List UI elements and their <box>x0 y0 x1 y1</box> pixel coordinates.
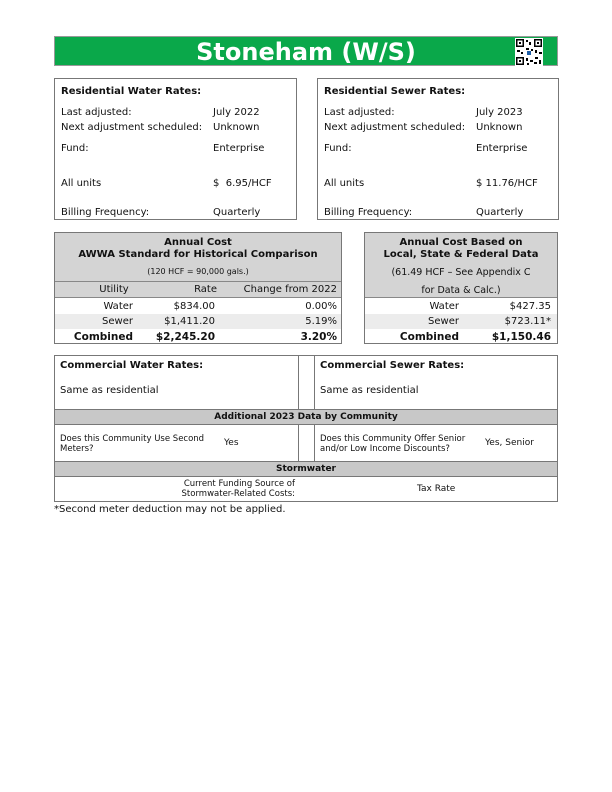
water-billing-label: Billing Frequency: <box>61 207 150 218</box>
second-meters-answer: Yes <box>224 438 239 448</box>
water-next: Unknown <box>213 122 260 133</box>
stormwater-answer: Tax Rate <box>417 484 456 494</box>
water-rates-heading: Residential Water Rates: <box>61 86 202 97</box>
annual-cost-subtitle: AWWA Standard for Historical Comparison <box>78 249 318 260</box>
row-change: 0.00% <box>305 301 337 312</box>
residential-sewer-rates <box>317 78 559 220</box>
sewer-next-label: Next adjustment scheduled: <box>324 122 466 133</box>
residential-water-rates <box>54 78 297 220</box>
title-banner <box>54 36 558 66</box>
row-utility: Water <box>429 301 459 312</box>
annual-cost-awwa-table <box>54 232 342 344</box>
annual-cost-header <box>55 233 341 282</box>
col-rate: Rate <box>194 284 217 295</box>
sewer-fund: Enterprise <box>476 143 528 154</box>
row-rate: $723.11* <box>504 316 551 327</box>
local-cost-basis: (61.49 HCF – See Appendix C <box>391 267 531 278</box>
local-cost-basis-cont: for Data & Calc.) <box>421 285 501 296</box>
water-last-adjusted: July 2022 <box>213 107 260 118</box>
commercial-water-text: Same as residential <box>60 385 159 396</box>
table-row <box>365 299 557 314</box>
table-row <box>365 329 557 344</box>
sewer-billing: Quarterly <box>476 207 524 218</box>
commercial-sewer-heading: Commercial Sewer Rates: <box>320 360 465 371</box>
row-rate: $1,150.46 <box>491 331 551 343</box>
sewer-next: Unknown <box>476 122 523 133</box>
table-row <box>55 299 341 314</box>
water-last-adjusted-label: Last adjusted: <box>61 107 132 118</box>
row-change: 5.19% <box>305 316 337 327</box>
table-row <box>55 329 341 344</box>
water-fund: Enterprise <box>213 143 265 154</box>
annual-cost-column-headers <box>55 282 341 298</box>
row-utility: Sewer <box>102 316 133 327</box>
row-utility: Sewer <box>428 316 459 327</box>
discounts-answer: Yes, Senior <box>485 438 534 448</box>
row-utility: Combined <box>73 331 133 343</box>
water-units-rate: $ 6.95/HCF <box>213 178 272 189</box>
row-rate: $2,245.20 <box>155 331 215 343</box>
second-meters-question: Does this Community Use Second Meters? <box>60 434 205 454</box>
qr-code-icon <box>515 38 543 66</box>
sewer-last-adjusted-label: Last adjusted: <box>324 107 395 118</box>
row-change: 3.20% <box>300 331 337 343</box>
sewer-last-adjusted: July 2023 <box>476 107 523 118</box>
annual-cost-title: Annual Cost <box>164 237 232 248</box>
commercial-water-heading: Commercial Water Rates: <box>60 360 204 371</box>
sewer-billing-label: Billing Frequency: <box>324 207 413 218</box>
commercial-section <box>54 355 558 502</box>
row-utility: Water <box>103 301 133 312</box>
water-fund-label: Fund: <box>61 143 89 154</box>
sewer-rates-heading: Residential Sewer Rates: <box>324 86 466 97</box>
commercial-sewer-text: Same as residential <box>320 385 419 396</box>
discounts-question: Does this Community Offer Senior and/or Low Income Discounts? <box>320 434 466 454</box>
col-change: Change from 2022 <box>243 284 337 295</box>
stormwater-question: Current Funding Source of Stormwater-Related Costs: <box>181 479 295 499</box>
sewer-units-rate: $ 11.76/HCF <box>476 178 538 189</box>
water-next-label: Next adjustment scheduled: <box>61 122 203 133</box>
stormwater-heading: Stormwater <box>55 461 557 477</box>
footnote: *Second meter deduction may not be applied. <box>54 504 286 515</box>
row-rate: $427.35 <box>509 301 551 312</box>
row-rate: $834.00 <box>173 301 215 312</box>
local-cost-title: Annual Cost Based on <box>399 237 523 248</box>
local-cost-subtitle: Local, State & Federal Data <box>383 249 539 260</box>
annual-cost-basis: (120 HCF = 90,000 gals.) <box>147 267 249 276</box>
row-rate: $1,411.20 <box>164 316 215 327</box>
row-utility: Combined <box>399 331 459 343</box>
sewer-units-label: All units <box>324 178 365 189</box>
local-cost-header <box>365 233 557 298</box>
annual-cost-local-table <box>364 232 558 344</box>
water-units-label: All units <box>61 178 102 189</box>
sewer-fund-label: Fund: <box>324 143 352 154</box>
table-row <box>365 314 557 329</box>
col-utility: Utility <box>99 284 129 295</box>
table-row <box>55 314 341 329</box>
water-billing: Quarterly <box>213 207 261 218</box>
page-title: Stoneham (W/S) <box>196 38 416 66</box>
additional-data-heading: Additional 2023 Data by Community <box>55 409 557 425</box>
